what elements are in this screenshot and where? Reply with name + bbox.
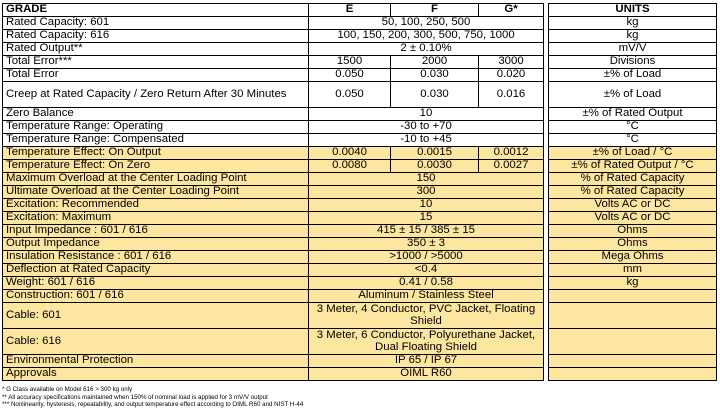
unit-value: ±% of Load / °C <box>549 147 717 160</box>
spec-table <box>2 3 717 381</box>
grade-f-value: 2000 <box>391 56 479 69</box>
spec-value: >1000 / >5000 <box>309 251 544 264</box>
spec-value: -10 to +45 <box>309 134 544 147</box>
parameter-label: Rated Output** <box>3 43 309 56</box>
unit-value: °C <box>549 134 717 147</box>
parameter-label: Approvals <box>3 368 309 381</box>
spec-value: 0.41 / 0.58 <box>309 277 544 290</box>
spec-row <box>3 173 717 186</box>
parameter-label: Construction: 601 / 616 <box>3 290 309 303</box>
spec-value: 350 ± 3 <box>309 238 544 251</box>
unit-value: Ohms <box>549 225 717 238</box>
unit-value: ±% of Load <box>549 69 717 82</box>
grade-f-value: 0.0015 <box>391 147 479 160</box>
grade-e-value: 0.050 <box>309 82 391 108</box>
unit-value: Divisions <box>549 56 717 69</box>
unit-value: Volts AC or DC <box>549 212 717 225</box>
spec-value: OIML R60 <box>309 368 544 381</box>
unit-value <box>549 303 717 329</box>
spec-value: -30 to +70 <box>309 121 544 134</box>
unit-value: °C <box>549 121 717 134</box>
grade-g-header: G* <box>479 4 544 17</box>
spec-value: 3 Meter, 6 Conductor, Polyurethane Jacket, Dual Floating Shield <box>309 329 544 355</box>
grade-f-value: 0.030 <box>391 82 479 108</box>
grade-e-value: 0.050 <box>309 69 391 82</box>
unit-value: Ohms <box>549 238 717 251</box>
grade-e-value: 1500 <box>309 56 391 69</box>
spec-row <box>3 186 717 199</box>
parameter-label: Insulation Resistance : 601 / 616 <box>3 251 309 264</box>
spec-value: 2 ± 0.10% <box>309 43 544 56</box>
grade-g-value: 0.0012 <box>479 147 544 160</box>
unit-value <box>549 290 717 303</box>
grade-e-header: E <box>309 4 391 17</box>
parameter-label: Ultimate Overload at the Center Loading Point <box>3 186 309 199</box>
grade-f-header: F <box>391 4 479 17</box>
grade-g-value: 0.0027 <box>479 160 544 173</box>
parameter-label: Output Impedance <box>3 238 309 251</box>
parameter-label: Maximum Overload at the Center Loading Point <box>3 173 309 186</box>
spec-value: 415 ± 15 / 385 ± 15 <box>309 225 544 238</box>
parameter-label: Temperature Effect: On Output <box>3 147 309 160</box>
unit-value <box>549 368 717 381</box>
unit-value: Volts AC or DC <box>549 199 717 212</box>
unit-value: ±% of Load <box>549 82 717 108</box>
parameter-label: Total Error <box>3 69 309 82</box>
footnote: ** All accuracy specifications maintained when 150% of nominal load is applied for 3 mV/V output <box>2 393 268 401</box>
unit-value <box>549 355 717 368</box>
parameter-label: Excitation: Recommended <box>3 199 309 212</box>
unit-value: Mega Ohms <box>549 251 717 264</box>
footnotes <box>2 386 716 409</box>
parameter-label: Rated Capacity: 601 <box>3 17 309 30</box>
spec-value: <0.4 <box>309 264 544 277</box>
spec-row <box>3 225 717 238</box>
grade-g-value: 0.020 <box>479 69 544 82</box>
spec-value: Aluminum / Stainless Steel <box>309 290 544 303</box>
unit-value: % of Rated Capacity <box>549 173 717 186</box>
parameter-label: Rated Capacity: 616 <box>3 30 309 43</box>
spec-value: 100, 150, 200, 300, 500, 750, 1000 <box>309 30 544 43</box>
spec-row <box>3 82 717 108</box>
parameter-label: Environmental Protection <box>3 355 309 368</box>
spec-value: 3 Meter, 4 Conductor, PVC Jacket, Floating Shield <box>309 303 544 329</box>
spec-value: 15 <box>309 212 544 225</box>
spec-row <box>3 17 717 30</box>
spec-row <box>3 277 717 290</box>
grade-g-value: 3000 <box>479 56 544 69</box>
spec-row <box>3 368 717 381</box>
parameter-label: Temperature Range: Compensated <box>3 134 309 147</box>
unit-value <box>549 329 717 355</box>
unit-value: ±% of Rated Output / °C <box>549 160 717 173</box>
spec-row <box>3 160 717 173</box>
spec-row <box>3 329 717 355</box>
spec-value: 150 <box>309 173 544 186</box>
unit-value: kg <box>549 30 717 43</box>
footnote: * G Class available on Model 616 > 300 kg only <box>2 386 133 393</box>
unit-value: ±% of Rated Output <box>549 108 717 121</box>
spec-row <box>3 238 717 251</box>
unit-value: mm <box>549 264 717 277</box>
parameter-label: Cable: 616 <box>3 329 309 355</box>
spec-row <box>3 69 717 82</box>
footnote: *** Nonlinearity, hysteresis, repeatability, and output temperature effect according to OIML R60 and NIST H-44 <box>2 401 304 409</box>
units-header: UNITS <box>549 4 717 17</box>
spec-value: 10 <box>309 108 544 121</box>
spec-row <box>3 30 717 43</box>
grade-f-value: 0.0030 <box>391 160 479 173</box>
spec-row <box>3 108 717 121</box>
header-row <box>3 4 717 17</box>
spec-row <box>3 134 717 147</box>
spec-value: 300 <box>309 186 544 199</box>
spec-row <box>3 290 717 303</box>
grade-g-value: 0.016 <box>479 82 544 108</box>
unit-value: % of Rated Capacity <box>549 186 717 199</box>
spec-row <box>3 355 717 368</box>
parameter-label: Creep at Rated Capacity / Zero Return After 30 Minutes <box>3 82 309 108</box>
parameter-label: Excitation: Maximum <box>3 212 309 225</box>
spec-value: IP 65 / IP 67 <box>309 355 544 368</box>
spec-row <box>3 43 717 56</box>
spec-row <box>3 251 717 264</box>
parameter-label: Temperature Range: Operating <box>3 121 309 134</box>
grade-e-value: 0.0040 <box>309 147 391 160</box>
spec-row <box>3 212 717 225</box>
parameter-label: Input Impedance : 601 / 616 <box>3 225 309 238</box>
unit-value: kg <box>549 17 717 30</box>
parameter-label: Weight: 601 / 616 <box>3 277 309 290</box>
parameter-label: Cable: 601 <box>3 303 309 329</box>
spec-value: 10 <box>309 199 544 212</box>
spec-row <box>3 56 717 69</box>
spec-row <box>3 147 717 160</box>
grade-header: GRADE <box>3 4 309 17</box>
spec-row <box>3 199 717 212</box>
spec-row <box>3 303 717 329</box>
spec-value: 50, 100, 250, 500 <box>309 17 544 30</box>
grade-e-value: 0.0080 <box>309 160 391 173</box>
parameter-label: Temperature Effect: On Zero <box>3 160 309 173</box>
spec-row <box>3 264 717 277</box>
parameter-label: Zero Balance <box>3 108 309 121</box>
spec-row <box>3 121 717 134</box>
grade-f-value: 0.030 <box>391 69 479 82</box>
parameter-label: Deflection at Rated Capacity <box>3 264 309 277</box>
unit-value: mV/V <box>549 43 717 56</box>
parameter-label: Total Error*** <box>3 56 309 69</box>
unit-value: kg <box>549 277 717 290</box>
